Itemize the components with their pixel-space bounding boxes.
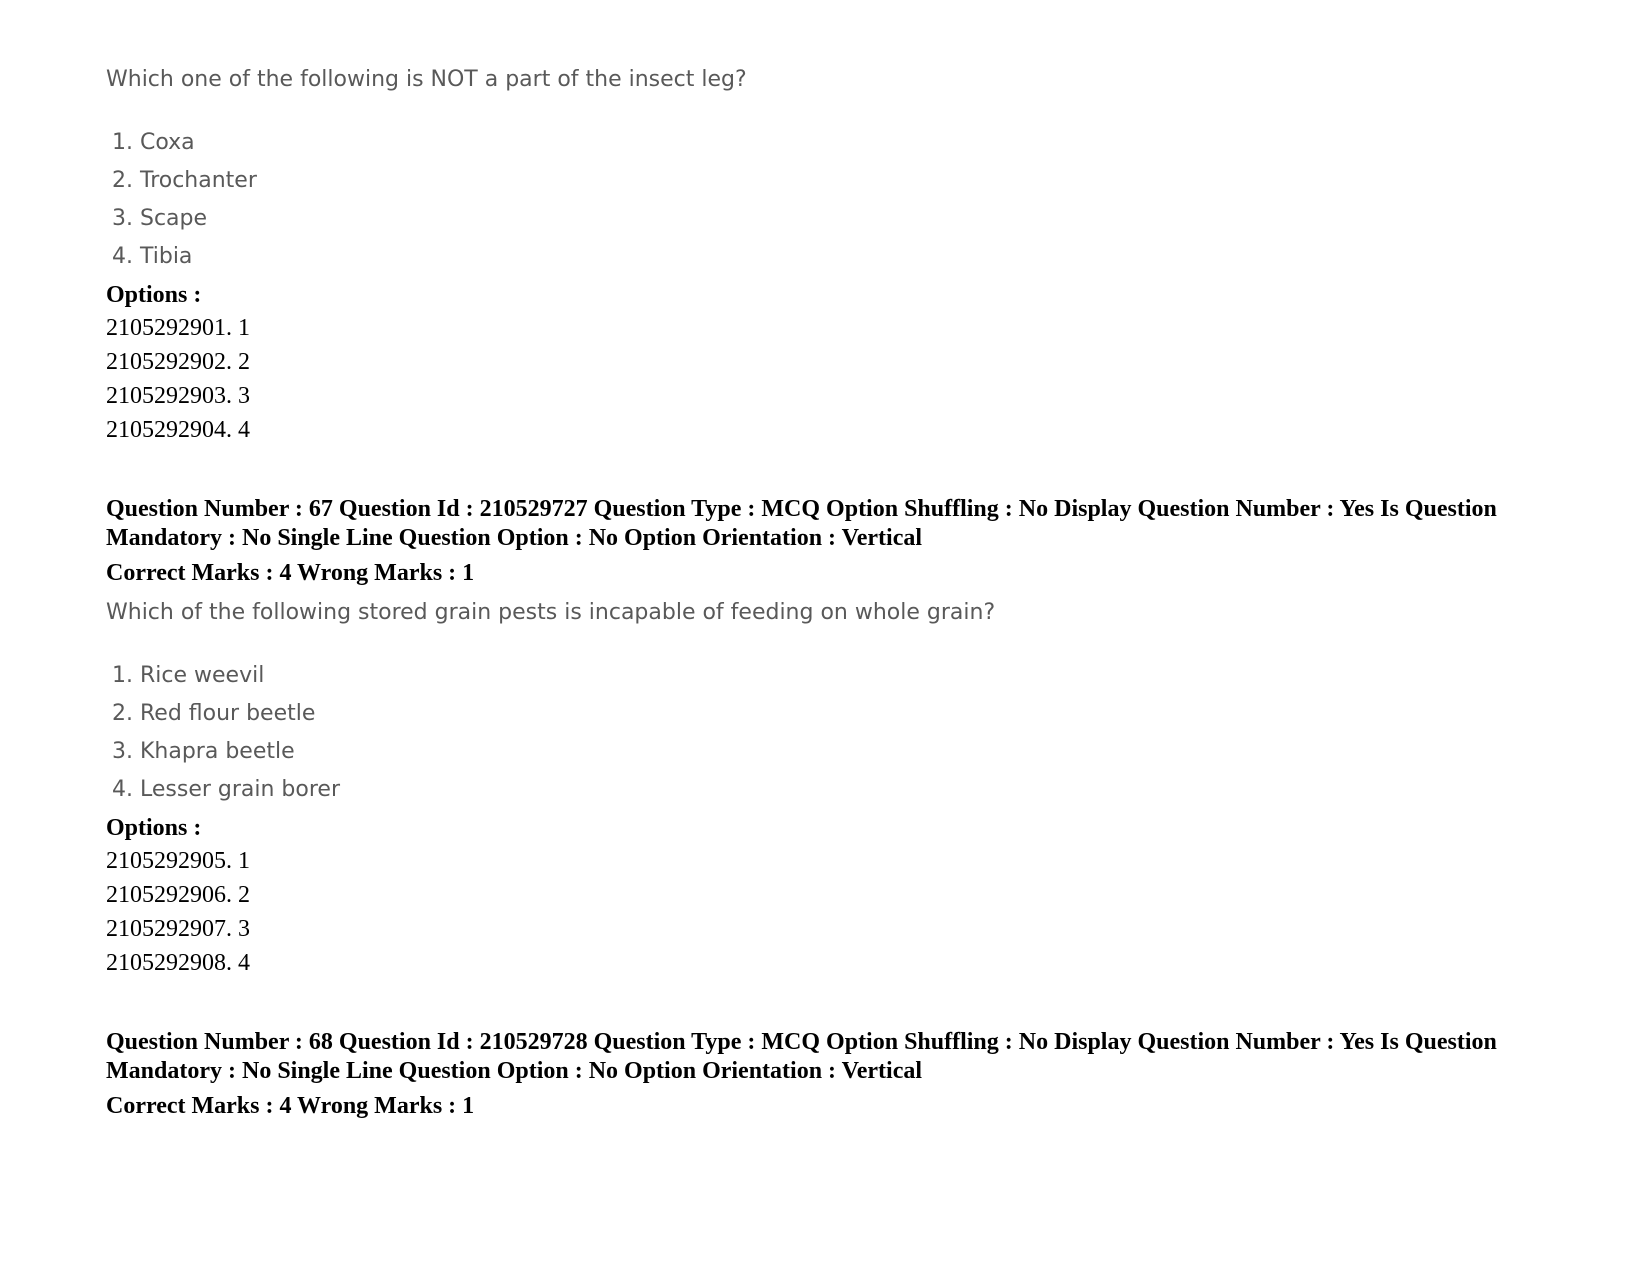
q67-marks-line: Correct Marks : 4 Wrong Marks : 1 xyxy=(106,560,475,586)
q66-options-list xyxy=(106,311,250,447)
q67-question-text: Which of the following stored grain pests is incapable of feeding on whole grain? xyxy=(106,600,996,625)
q66-choice: 3. Scape xyxy=(112,206,208,231)
q66-option: 2105292903. 3 xyxy=(106,383,250,409)
q66-choice: 2. Trochanter xyxy=(112,168,257,193)
q68-marks-line: Correct Marks : 4 Wrong Marks : 1 xyxy=(106,1093,475,1119)
q66-option: 2105292904. 4 xyxy=(106,417,250,443)
q67-choice: 2. Red flour beetle xyxy=(112,701,316,726)
q67-choice: 4. Lesser grain borer xyxy=(112,777,340,802)
q66-options-label: Options : xyxy=(106,282,202,308)
q67-choice: 1. Rice weevil xyxy=(112,663,265,688)
q67-options-label: Options : xyxy=(106,815,202,841)
q67-option: 2105292906. 2 xyxy=(106,882,250,908)
q67-options-list xyxy=(106,844,250,980)
q66-option: 2105292902. 2 xyxy=(106,349,250,375)
q66-choice-list xyxy=(112,124,257,276)
q66-option: 2105292901. 1 xyxy=(106,315,250,341)
q67-choice-list xyxy=(112,657,340,809)
q67-choice: 3. Khapra beetle xyxy=(112,739,295,764)
q66-choice: 1. Coxa xyxy=(112,130,195,155)
q67-meta-line: Question Number : 67 Question Id : 210529727 Question Type : MCQ Option Shuffling : No Display Question Number : Yes Is Question Mandatory : No Single Line Question Option : No Option Orientation : Vertical xyxy=(106,496,1497,551)
q66-choice: 4. Tibia xyxy=(112,244,193,269)
q66-question-text: Which one of the following is NOT a part of the insect leg? xyxy=(106,67,747,92)
q68-meta-line: Question Number : 68 Question Id : 210529728 Question Type : MCQ Option Shuffling : No Display Question Number : Yes Is Question Mandatory : No Single Line Question Option : No Option Orientation : Vertical xyxy=(106,1029,1497,1084)
q67-option: 2105292905. 1 xyxy=(106,848,250,874)
q67-option: 2105292908. 4 xyxy=(106,950,250,976)
q67-option: 2105292907. 3 xyxy=(106,916,250,942)
